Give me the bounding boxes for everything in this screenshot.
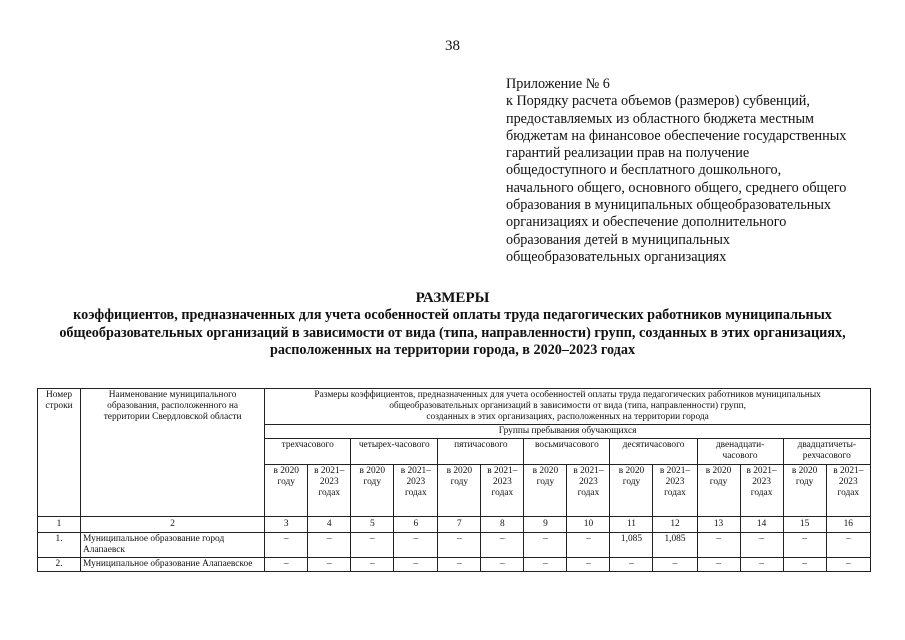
column-number: 4 — [308, 517, 351, 533]
coefficient-cell: – — [351, 558, 394, 572]
coefficient-cell: – — [740, 533, 783, 558]
subtitle-line: общеобразовательных организаций в зависимости от вида (типа, направленности) групп, созданных в этих организациях, — [59, 324, 846, 341]
coefficient-cell: – — [783, 533, 826, 558]
column-number: 11 — [610, 517, 653, 533]
header-year-2021-2023: в 2021–2023 годах — [394, 465, 438, 517]
row-number: 2. — [38, 558, 81, 572]
municipality-name: Муниципальное образование Алапаевское — [81, 558, 265, 572]
appendix-block — [506, 76, 886, 266]
column-number: 9 — [524, 517, 567, 533]
coefficient-cell: – — [308, 558, 351, 572]
column-number: 5 — [351, 517, 394, 533]
appendix-line: бюджетам на финансовое обеспечение государственных — [506, 127, 847, 144]
header-year-2021-2023: в 2021–2023 годах — [481, 465, 524, 517]
appendix-line: гарантий реализации прав на получение — [506, 145, 750, 162]
column-numbers-row — [38, 517, 871, 533]
coefficient-cell: – — [351, 533, 394, 558]
column-number: 7 — [438, 517, 481, 533]
appendix-line: образования детей в муниципальных — [506, 231, 731, 248]
header-group: трехчасового — [265, 439, 351, 465]
column-number: 1 — [38, 517, 81, 533]
coefficient-cell: – — [826, 533, 870, 558]
column-number: 14 — [740, 517, 783, 533]
header-group: четырех-часового — [351, 439, 438, 465]
appendix-line: Приложение № 6 — [506, 76, 610, 92]
header-group: двенадцати-часового — [697, 439, 783, 465]
column-number: 12 — [653, 517, 697, 533]
header-year-2020: в 2020 году — [351, 465, 394, 517]
coefficient-cell: – — [308, 533, 351, 558]
coefficient-cell: – — [783, 558, 826, 572]
coefficient-cell: – — [697, 558, 740, 572]
header-year-2020: в 2020 году — [697, 465, 740, 517]
municipality-name: Муниципальное образование город Алапаевск — [81, 533, 265, 558]
table-row — [38, 533, 871, 558]
header-coefficients — [265, 389, 871, 425]
document-subtitle — [20, 307, 885, 360]
header-group: пятичасового — [438, 439, 524, 465]
coefficient-cell: – — [826, 558, 870, 572]
coefficient-cell: – — [481, 533, 524, 558]
column-number: 13 — [697, 517, 740, 533]
column-number: 3 — [265, 517, 308, 533]
subtitle-line: расположенных на территории города, в 2020–2023 годах — [269, 342, 636, 358]
coefficient-cell: – — [265, 533, 308, 558]
appendix-line: к Порядку расчета объемов (размеров) субвенций, — [506, 93, 810, 110]
header-coefficients-line: общеобразовательных организаций в зависимости от вида (типа, направленности) групп, — [389, 401, 746, 411]
table-row — [38, 558, 871, 572]
header-year-2021-2023: в 2021–2023 годах — [826, 465, 870, 517]
page-number: 38 — [445, 38, 460, 54]
header-year-2020: в 2020 году — [783, 465, 826, 517]
column-number: 15 — [783, 517, 826, 533]
coefficient-cell: – — [265, 558, 308, 572]
coefficient-cell: – — [610, 558, 653, 572]
coefficient-cell: – — [524, 533, 567, 558]
coefficient-cell: – — [394, 558, 438, 572]
appendix-line: начального общего, основного общего, среднего общего — [506, 179, 847, 196]
coefficient-cell: – — [567, 558, 610, 572]
appendix-line: предоставляемых из областного бюджета местным — [506, 110, 815, 127]
coefficients-table — [37, 388, 871, 572]
coefficient-cell: 1,085 — [610, 533, 653, 558]
coefficient-cell: – — [524, 558, 567, 572]
appendix-line: общедоступного и бесплатного дошкольного, — [506, 162, 782, 179]
document-heading — [20, 289, 885, 360]
coefficient-cell: – — [567, 533, 610, 558]
header-row-number: Номер строки — [38, 389, 81, 517]
row-number: 1. — [38, 533, 81, 558]
column-number: 16 — [826, 517, 870, 533]
subtitle-line: коэффициентов, предназначенных для учета особенностей оплаты труда педагогических работников муниципальных — [73, 307, 832, 323]
header-group: восьмичасового — [524, 439, 610, 465]
coefficient-cell: – — [438, 533, 481, 558]
appendix-line: организациях и обеспечение дополнительного — [506, 214, 787, 231]
coefficient-cell: – — [740, 558, 783, 572]
header-coefficients-line: созданных в этих организациях, расположенных на территории города — [426, 412, 709, 422]
header-year-2020: в 2020 году — [610, 465, 653, 517]
document-title: РАЗМЕРЫ — [415, 290, 490, 306]
coefficient-cell: – — [653, 558, 697, 572]
coefficient-cell: – — [481, 558, 524, 572]
header-groups-title: Группы пребывания обучающихся — [265, 425, 871, 439]
header-year-2021-2023: в 2021–2023 годах — [567, 465, 610, 517]
coefficient-cell: 1,085 — [653, 533, 697, 558]
column-number: 10 — [567, 517, 610, 533]
header-year-2020: в 2020 году — [438, 465, 481, 517]
coefficient-cell: – — [438, 558, 481, 572]
header-group: десятичасового — [610, 439, 697, 465]
header-year-2020: в 2020 году — [265, 465, 308, 517]
column-number: 2 — [81, 517, 265, 533]
header-group: двадцатичеты-рехчасового — [783, 439, 870, 465]
header-year-2021-2023: в 2021–2023 годах — [740, 465, 783, 517]
header-year-2021-2023: в 2021–2023 годах — [308, 465, 351, 517]
appendix-line: образования в муниципальных общеобразовательных — [506, 197, 831, 214]
header-municipality: Наименование муниципального образования, расположенного на территории Свердловской области — [81, 389, 265, 517]
column-number: 6 — [394, 517, 438, 533]
column-number: 8 — [481, 517, 524, 533]
header-year-2020: в 2020 году — [524, 465, 567, 517]
header-coefficients-line: Размеры коэффициентов, предназначенных для учета особенностей оплаты труда педагогических работников муниципальных — [314, 390, 821, 400]
header-year-2021-2023: в 2021–2023 годах — [653, 465, 697, 517]
appendix-line: общеобразовательных организациях — [506, 248, 727, 265]
coefficient-cell: – — [697, 533, 740, 558]
coefficient-cell: – — [394, 533, 438, 558]
